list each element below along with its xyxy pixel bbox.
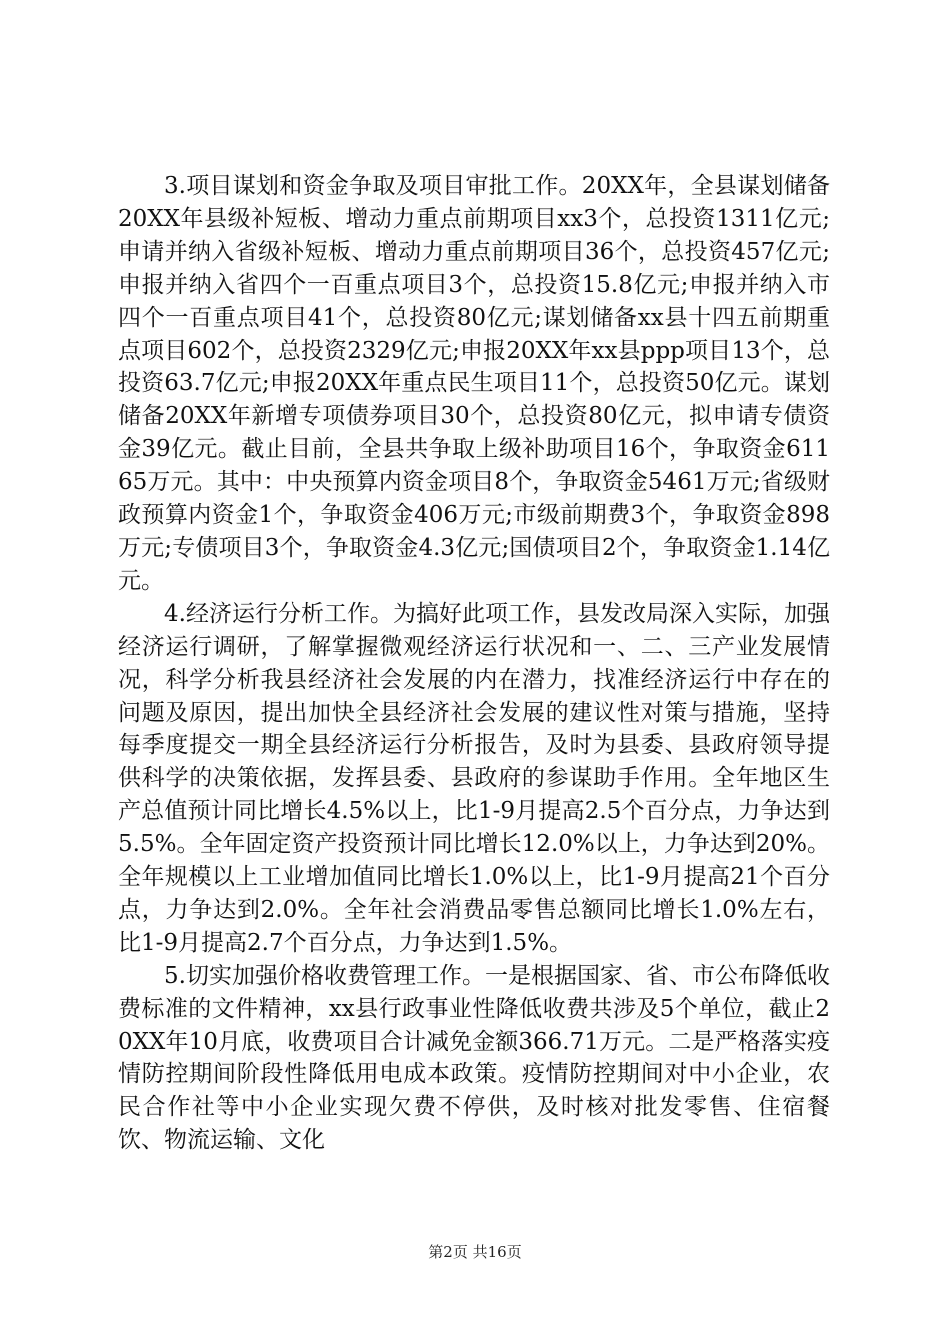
page-number-footer: 第2页 共16页 <box>428 1243 522 1261</box>
paragraph-project-planning: 3.项目谋划和资金争取及项目审批工作。20XX年，全县谋划储备20XX年县级补短板、增动力重点前期项目xx3个，总投资1311亿元;申请并纳入省级补短板、增动力重点前期项目36个，总投资457亿元;申报并纳入省四个一百重点项目3个，总投资15.8亿元;申报并纳入市四个一百重点项目41个，总投资80亿元;谋划储备xx县十四五前期重点项目602个，总投资2329亿元;申报20XX年xx县ppp项目13个，总投资63.7亿元;申报20XX年重点民生项目11个，总投资50亿元。谋划储备20XX年新增专项债券项目30个，总投资80亿元，拟申请专债资金39亿元。截止目前，全县共争取上级补助项目16个，争取资金61165万元。其中：中央预算内资金项目8个，争取资金5461万元;省级财政预算内资金1个，争取资金406万元;市级前期费3个，争取资金898万元;专债项目3个，争取资金4.3亿元;国债项目2个，争取资金1.14亿元。 <box>118 173 830 594</box>
paragraph-price-fee-management: 5.切实加强价格收费管理工作。一是根据国家、省、市公布降低收费标准的文件精神，xx县行政事业性降低收费共涉及5个单位，截止20XX年10月底，收费项目合计减免金额366.71万元。二是严格落实疫情防控期间阶段性降低用电成本政策。疫情防控期间对中小企业，农民合作社等中小企业实现欠费不停供，及时核对批发零售、住宿餐饮、物流运输、文化 <box>118 962 830 1154</box>
document-body <box>118 170 830 1157</box>
paragraph-economic-analysis: 4.经济运行分析工作。为搞好此项工作，县发改局深入实际，加强经济运行调研，了解掌握微观经济运行状况和一、二、三产业发展情况，科学分析我县经济社会发展的内在潜力，找准经济运行中存在的问题及原因，提出加快全县经济社会发展的建议性对策与措施，坚持每季度提交一期全县经济运行分析报告，及时为县委、县政府领导提供科学的决策依据，发挥县委、县政府的参谋助手作用。全年地区生产总值预计同比增长4.5%以上，比1-9月提高2.5个百分点，力争达到5.5%。全年固定资产投资预计同比增长12.0%以上，力争达到20%。全年规模以上工业增加值同比增长1.0%以上，比1-9月提高21个百分点，力争达到2.0%。全年社会消费品零售总额同比增长1.0%左右，比1-9月提高2.7个百分点，力争达到1.5%。 <box>118 600 830 956</box>
